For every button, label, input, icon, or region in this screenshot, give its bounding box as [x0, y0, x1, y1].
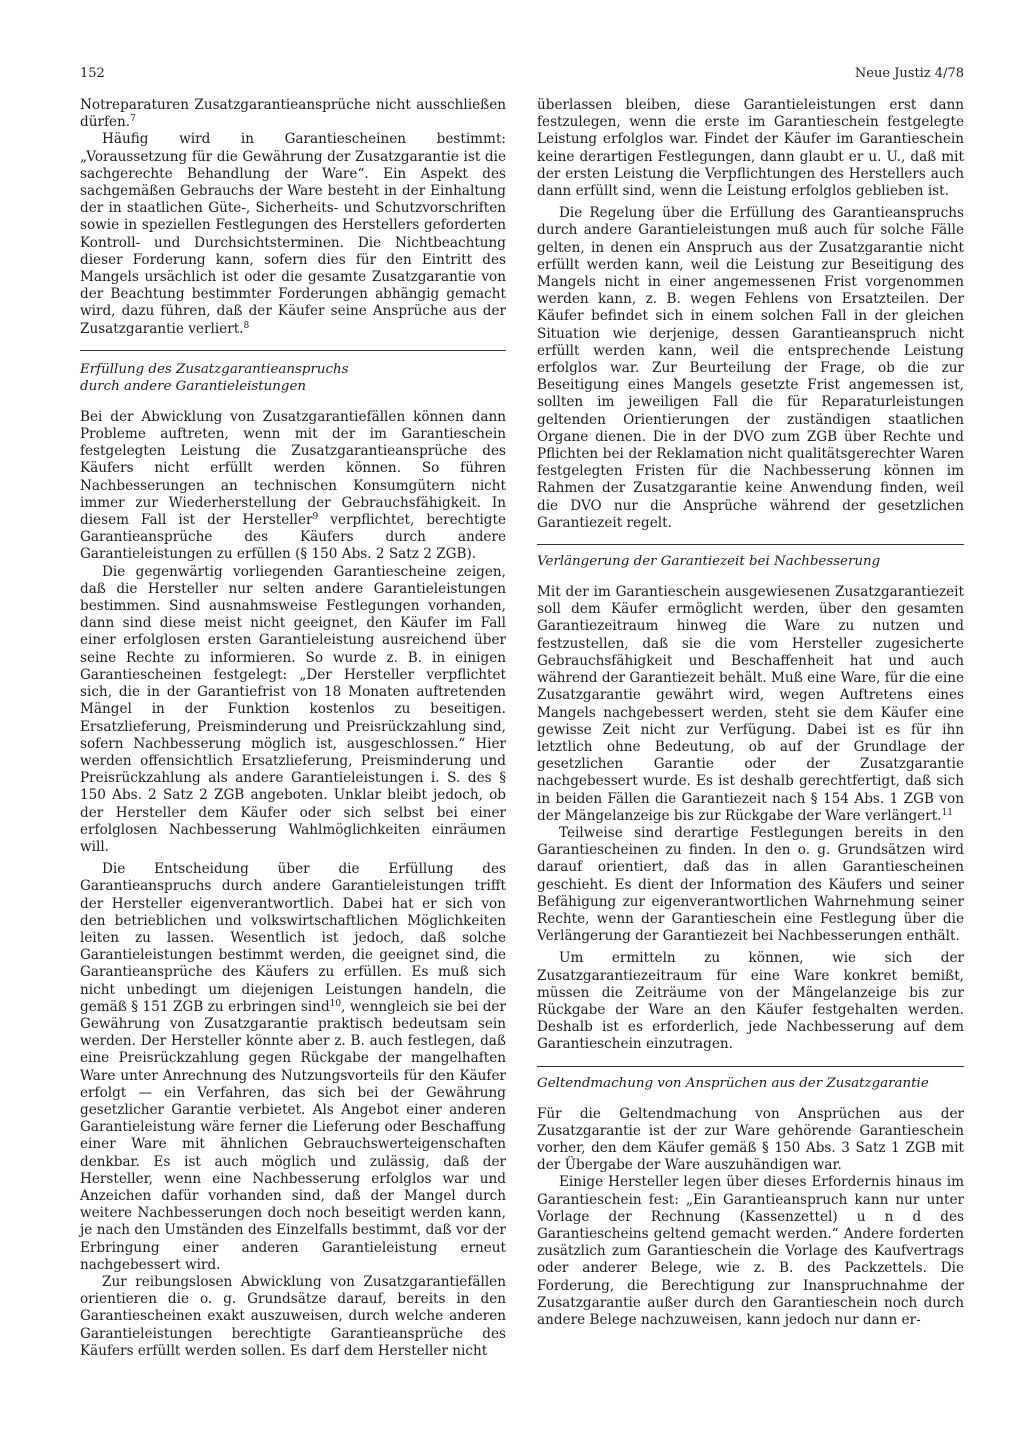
paragraph: Teilweise sind derartige Festlegungen bereits in den Garantiescheinen zu finden. In den o. g. Grundsätzen wird darauf orientiert, daß das in allen Garantiescheinen geschieht. Es dient der Information des Käufers und seiner Befähigung zur eigenverantwortlichen Wahrnehmung seiner Rechte, wenn der Garantieschein eine Festlegung über die Verlängerung der Garantiezeit bei Nachbesserungen enthält.: [537, 824, 964, 945]
left-column: [80, 97, 506, 1360]
section-heading: Verlängerung der Garantiezeit bei Nachbesserung: [537, 554, 881, 570]
section-heading-line: Erfüllung des Zusatzgarantieanspruchs: [80, 361, 349, 377]
section-divider: [537, 544, 964, 545]
section-divider: [537, 1066, 964, 1067]
paragraph: Mit der im Garantieschein ausgewiesenen Zusatzgarantiezeit soll dem Käufer ermöglicht werden, über den gesamten Garantiezeitraum hinweg die Ware zu nutzen und festzustellen, daß sie die vom Hersteller zugesicherte Gebrauchsfähigkeit und Beschaffenheit hat und auch während der Garantiezeit behält. Muß eine Ware, für die eine Zusatzgarantie gewährt wird, wegen Auftretens eines Mangels nachgebessert werden, steht sie dem Käufer eine gewisse Zeit nicht zur Verfügung. Dabei ist es für ihn letztlich ohne Bedeutung, ob auf der Grundlage der gesetzlichen Garantie oder der Zusatzgarantie nachgebessert wurde. Es ist deshalb gerechtfertigt, daß sich in beiden Fällen die Garantiezeit nach § 154 Abs. 1 ZGB von der Mängelanzeige bis zur Rückgabe der Ware verlängert.$^{11}$: [537, 584, 964, 824]
paragraph: überlassen bleiben, diese Garantieleistungen erst dann festzulegen, wenn die erste im Garantieschein festgelegte Leistung erfolglos war. Findet der Käufer im Garantieschein keine derartigen Festlegungen, dann glaubt er u. U., daß mit der ersten Leistung die Verpflichtungen des Herstellers auch dann erfüllt sind, wenn die Leistung erfolglos geblieben ist.: [537, 97, 964, 200]
section-heading: [80, 361, 506, 395]
paragraph: Für die Geltendmachung von Ansprüchen aus der Zusatzgarantie ist der zur Ware gehörende Garantieschein vorher, den dem Käufer gemäß § 150 Abs. 3 Satz 1 ZGB mit der Übergabe der Ware auszuhändigen war.: [537, 1105, 964, 1174]
section-heading-line: durch andere Garantieleistungen: [80, 378, 307, 394]
paragraph: Notreparaturen Zusatzgarantieansprüche nicht ausschließen dürfen.$^7$: [80, 97, 506, 131]
section-divider: [80, 350, 506, 351]
footnote-ref[interactable]: 7: [130, 114, 136, 125]
footnote-ref[interactable]: 11: [941, 807, 953, 818]
paragraph: Einige Hersteller legen über dieses Erfordernis hinaus im Garantieschein fest: „Ein Garantieanspruch kann nur unter Vorlage der Rechnung (Kassenzettel) u n d des Garantiescheins geltend gemacht werden.“ Andere forderten zusätzlich zum Garantieschein die Vorlage des Kaufvertrags oder anderer Belege, wie z. B. des Packzettels. Die Forderung, die Berechtigung zur Inanspruchnahme der Zusatzgarantie außer durch den Garantieschein noch durch andere Belege nachzuweisen, kann jedoch nur dann er-: [537, 1174, 964, 1328]
paragraph: Die gegenwärtig vorliegenden Garantiescheine zeigen, daß die Hersteller nur selten andere Garantieleistungen bestimmen. Sind ausnahmsweise Festlegungen vorhanden, dann sind diese meist nicht geeignet, den Käufer im Fall einer erfolglosen ersten Garantieleistung ausreichend über seine Rechte zu informieren. So wurde z. B. in einigen Garantiescheinen festgelegt: „Der Hersteller verpflichtet sich, die in der Garantiefrist von 18 Monaten auftretenden Mängel in der Funktion kostenlos zu beseitigen. Ersatzlieferung, Preisminderung und Preisrückzahlung sind, sofern Nachbesserung möglich ist, ausgeschlossen.“ Hier werden offensichtlich Ersatzlieferung, Preisminderung und Preisrückzahlung als andere Garantieleistungen i. S. des § 150 Abs. 2 Satz 2 ZGB angeboten. Unklar bleibt jedoch, ob der Hersteller dem Käufer oder sich selbst bei einer erfolglosen Nachbesserung Wahlmöglichkeiten einräumen will.: [80, 563, 506, 855]
paragraph: Zur reibungslosen Abwicklung von Zusatzgarantiefällen orientieren die o. g. Grundsätze darauf, bereits in den Garantiescheinen exakt auszuweisen, durch welche anderen Garantieleistungen berechtigte Garantieansprüche des Käufers erfüllt werden sollen. Es darf dem Hersteller nicht: [80, 1274, 506, 1359]
page-header: [80, 66, 964, 86]
paragraph: Bei der Abwicklung von Zusatzgarantiefällen können dann Probleme auftreten, wenn mit der im Garantieschein festgelegten Leistung die Zusatzgarantieansprüche des Käufers nicht erfüllt werden können. So führen Nachbesserungen an technischen Konsumgütern nicht immer zur Wiederherstellung der Gebrauchsfähigkeit. In diesem Fall ist der Hersteller$^9$ verpflichtet, berechtigte Garantieansprüche des Käufers durch andere Garantieleistungen zu erfüllen (§ 150 Abs. 2 Satz 2 ZGB).: [80, 408, 506, 563]
section-heading: Geltendmachung von Ansprüchen aus der Zusatzgarantie: [537, 1075, 929, 1091]
footnote-ref[interactable]: 10: [329, 998, 342, 1009]
paragraph: Die Regelung über die Erfüllung des Garantieanspruchs durch andere Garantieleistungen muß auch für solche Fälle gelten, in denen ein Anspruch aus der Zusatzgarantie nicht erfüllt werden kann, weil die Leistung zur Beseitigung des Mangels nicht in einer angemessenen Frist vorgenommen werden kann, z. B. wegen Fehlens von Ersatzteilen. Der Käufer befindet sich in einem solchen Fall in der gleichen Situation wie derjenige, dessen Garantieanspruch nicht erfüllt werden kann, weil die entsprechende Leistung erfolglos war. Zur Beurteilung der Frage, ob die zur Beseitigung eines Mangels gesetzte Frist angemessen ist, sollten im jeweiligen Fall die für Reparaturleistungen geltenden Orientierungen der zuständigen staatlichen Organe dienen. Die in der DVO zum ZGB über Rechte und Pflichten bei der Reklamation nicht qualitätsgerechter Waren festgelegten Fristen für die Nachbesserung können im Rahmen der Zusatzgarantie keine Anwendung finden, weil die DVO nur die Ansprüche während der gesetzlichen Garantiezeit regelt.: [537, 205, 964, 531]
paragraph: Um ermitteln zu können, wie sich der Zusatzgarantiezeitraum für eine Ware konkret bemißt, müssen die Zeiträume von der Mängelanzeige bis zur Rückgabe der Ware an den Käufer festgehalten werden. Deshalb ist es erforderlich, jede Nachbesserung auf dem Garantieschein einzutragen.: [537, 950, 964, 1053]
paragraph: Häufig wird in Garantiescheinen bestimmt: „Voraussetzung für die Gewährung der Zusatzgarantie ist die sachgerechte Behandlung der Ware“. Ein Aspekt des sachgemäßen Gebrauchs der Ware besteht in der Einhaltung der in staatlichen Güte-, Sicherheits- und Schutzvorschriften sowie in speziellen Festlegungen des Herstellers geforderten Kontroll- und Durchsichtsterminen. Die Nichtbeachtung dieser Forderung kann, sofern dies für den Eintritt des Mangels ursächlich ist oder die gesamte Zusatzgarantie von der Beachtung bestimmter Forderungen abhängig gemacht wird, dazu führen, daß der Käufer seine Ansprüche aus der Zusatzgarantie verliert.$^8$: [80, 131, 506, 337]
paragraph: Die Entscheidung über die Erfüllung des Garantieanspruchs durch andere Garantieleistungen trifft der Hersteller eigenverantwortlich. Dabei hat er sich von den betrieblichen und volkswirtschaftlichen Möglichkeiten leiten zu lassen. Wesentlich ist jedoch, daß solche Garantieleistungen bestimmt werden, die geeignet sind, die Garantieansprüche des Käufers zu erfüllen. Es muß sich nicht unbedingt um diejenigen Leistungen handeln, die gemäß § 151 ZGB zu erbringen sind$^{10}$, wenngleich sie bei der Gewährung von Zusatzgarantie praktisch bedeutsam sein werden. Der Hersteller könnte aber z. B. auch festlegen, daß eine Preisrückzahlung gegen Rückgabe der mangelhaften Ware unter Anrechnung des Nutzungsvorteils für den Käufer erfolgt — ein Verfahren, das sich bei der Gewährung gesetzlicher Garantie verbietet. Als Angebot einer anderen Garantieleistung wäre ferner die Lieferung oder Beschaffung einer Ware mit ähnlichen Gebrauchswerteigenschaften denkbar. Es ist auch möglich und zulässig, daß der Hersteller, wenn eine Nachbesserung erfolglos war und Anzeichen dafür vorhanden sind, daß der Mangel durch weitere Nachbesserungen doch noch beseitigt werden kann, je nach den Umständen des Einzelfalls bestimmt, daß vor der Erbringung einer anderen Garantieleistung erneut nachgebessert wird.: [80, 861, 506, 1273]
footnote-ref[interactable]: 8: [243, 320, 250, 331]
page-number: 152: [80, 66, 105, 81]
journal-title: Neue Justiz 4/78: [854, 66, 964, 81]
right-column: [537, 97, 964, 1329]
footnote-ref[interactable]: 9: [312, 512, 319, 523]
